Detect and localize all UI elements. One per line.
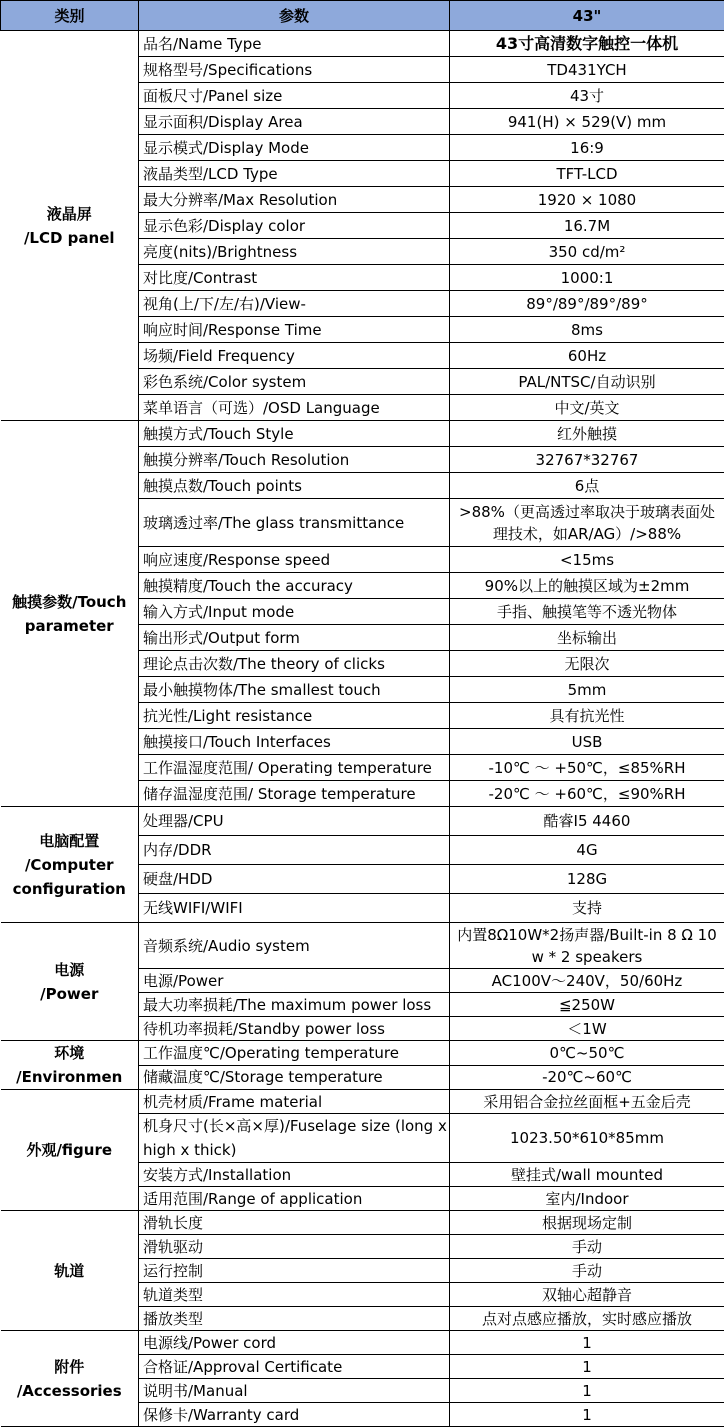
table-row xyxy=(1,421,724,447)
value-cell: 89°/89°/89°/89° xyxy=(450,291,724,317)
parameter-cell: 场频/Field Frequency xyxy=(139,343,450,369)
parameter-cell: 触摸点数/Touch points xyxy=(139,473,450,499)
parameter-cell: 显示色彩/Display color xyxy=(139,213,450,239)
header-parameter: 参数 xyxy=(139,1,450,31)
value-cell: <15ms xyxy=(450,547,724,573)
section-category: 轨道 xyxy=(1,1211,139,1331)
value-cell: 手动 xyxy=(450,1235,724,1259)
value-cell: >88%（更高透过率取决于玻璃表面处理技术，如AR/AG）/>88% xyxy=(450,499,724,547)
parameter-cell: 轨道类型 xyxy=(139,1283,450,1307)
value-cell: 1 xyxy=(450,1379,724,1403)
value-cell: 室内/Indoor xyxy=(450,1187,724,1211)
parameter-cell: 玻璃透过率/The glass transmittance xyxy=(139,499,450,547)
parameter-cell: 彩色系统/Color system xyxy=(139,369,450,395)
value-cell: 支持 xyxy=(450,894,724,923)
parameter-cell: 最大功率损耗/The maximum power loss xyxy=(139,993,450,1017)
value-cell: 6点 xyxy=(450,473,724,499)
value-cell: 壁挂式/wall mounted xyxy=(450,1163,724,1187)
spec-body xyxy=(1,31,724,1427)
section-category: 液晶屏 /LCD panel xyxy=(1,31,139,421)
parameter-cell: 滑轨长度 xyxy=(139,1211,450,1235)
value-cell: 坐标输出 xyxy=(450,625,724,651)
parameter-cell: 输入方式/Input mode xyxy=(139,599,450,625)
parameter-cell: 最大分辨率/Max Resolution xyxy=(139,187,450,213)
value-cell: 60Hz xyxy=(450,343,724,369)
parameter-cell: 运行控制 xyxy=(139,1259,450,1283)
value-cell: 43寸高清数字触控一体机 xyxy=(450,31,724,57)
parameter-cell: 音频系统/Audio system xyxy=(139,923,450,969)
value-cell: 16:9 xyxy=(450,135,724,161)
parameter-cell: 品名/Name Type xyxy=(139,31,450,57)
value-cell: 0℃~50℃ xyxy=(450,1041,724,1066)
table-row xyxy=(1,1331,724,1355)
parameter-cell: 机身尺寸(长×高×厚)/Fuselage size (long x high x thick) xyxy=(139,1114,450,1163)
table-row xyxy=(1,807,724,836)
value-cell: ≦250W xyxy=(450,993,724,1017)
value-cell: 32767*32767 xyxy=(450,447,724,473)
value-cell: ＜1W xyxy=(450,1017,724,1041)
value-cell: 无限次 xyxy=(450,651,724,677)
parameter-cell: 触摸方式/Touch Style xyxy=(139,421,450,447)
header-category: 类别 xyxy=(1,1,139,31)
parameter-cell: 播放类型 xyxy=(139,1307,450,1331)
value-cell: PAL/NTSC/自动识别 xyxy=(450,369,724,395)
section-category: 外观/figure xyxy=(1,1090,139,1211)
value-cell: TD431YCH xyxy=(450,57,724,83)
section-category: 触摸参数/Touch parameter xyxy=(1,421,139,807)
value-cell: 1 xyxy=(450,1331,724,1355)
parameter-cell: 安装方式/Installation xyxy=(139,1163,450,1187)
value-cell: 941(H) × 529(V) mm xyxy=(450,109,724,135)
value-cell: 双轴心超静音 xyxy=(450,1283,724,1307)
value-cell: 350 cd/m² xyxy=(450,239,724,265)
table-row xyxy=(1,1090,724,1114)
value-cell: 5mm xyxy=(450,677,724,703)
value-cell: 采用铝合金拉丝面框+五金后壳 xyxy=(450,1090,724,1114)
value-cell: -10℃ ～ +50℃，≤85%RH xyxy=(450,755,724,781)
value-cell: 红外触摸 xyxy=(450,421,724,447)
value-cell: 具有抗光性 xyxy=(450,703,724,729)
parameter-cell: 触摸接口/Touch Interfaces xyxy=(139,729,450,755)
value-cell: 酷睿I5 4460 xyxy=(450,807,724,836)
parameter-cell: 处理器/CPU xyxy=(139,807,450,836)
parameter-cell: 液晶类型/LCD Type xyxy=(139,161,450,187)
table-row xyxy=(1,1041,724,1066)
table-row xyxy=(1,923,724,969)
parameter-cell: 电源线/Power cord xyxy=(139,1331,450,1355)
parameter-cell: 无线WIFI/WIFI xyxy=(139,894,450,923)
parameter-cell: 显示面积/Display Area xyxy=(139,109,450,135)
value-cell: 1920 × 1080 xyxy=(450,187,724,213)
parameter-cell: 合格证/Approval Certificate xyxy=(139,1355,450,1379)
parameter-cell: 输出形式/Output form xyxy=(139,625,450,651)
parameter-cell: 菜单语言（可选）/OSD Language xyxy=(139,395,450,421)
value-cell: 90%以上的触摸区域为±2mm xyxy=(450,573,724,599)
parameter-cell: 待机功率损耗/Standby power loss xyxy=(139,1017,450,1041)
value-cell: 4G xyxy=(450,836,724,865)
value-cell: 点对点感应播放，实时感应播放 xyxy=(450,1307,724,1331)
parameter-cell: 规格型号/Specifications xyxy=(139,57,450,83)
value-cell: USB xyxy=(450,729,724,755)
value-cell: 内置8Ω10W*2扬声器/Built-in 8 Ω 10 w * 2 speakers xyxy=(450,923,724,969)
section-category: 附件 /Accessories xyxy=(1,1331,139,1427)
value-cell: 1000:1 xyxy=(450,265,724,291)
header-row xyxy=(1,1,724,31)
value-cell: 1023.50*610*85mm xyxy=(450,1114,724,1163)
parameter-cell: 响应速度/Response speed xyxy=(139,547,450,573)
value-cell: -20℃ ～ +60℃，≤90%RH xyxy=(450,781,724,807)
value-cell: -20℃~60℃ xyxy=(450,1065,724,1090)
value-cell: 8ms xyxy=(450,317,724,343)
parameter-cell: 触摸精度/Touch the accuracy xyxy=(139,573,450,599)
parameter-cell: 滑轨驱动 xyxy=(139,1235,450,1259)
parameter-cell: 视角(上/下/左/右)/View- xyxy=(139,291,450,317)
value-cell: 1 xyxy=(450,1403,724,1427)
parameter-cell: 适用范围/Range of application xyxy=(139,1187,450,1211)
parameter-cell: 面板尺寸/Panel size xyxy=(139,83,450,109)
value-cell: 43寸 xyxy=(450,83,724,109)
parameter-cell: 对比度/Contrast xyxy=(139,265,450,291)
value-cell: 128G xyxy=(450,865,724,894)
value-cell: 手动 xyxy=(450,1259,724,1283)
table-row xyxy=(1,31,724,57)
value-cell: AC100V～240V，50/60Hz xyxy=(450,969,724,993)
header-value: 43" xyxy=(450,1,724,31)
value-cell: 手指、触摸笔等不透光物体 xyxy=(450,599,724,625)
parameter-cell: 说明书/Manual xyxy=(139,1379,450,1403)
parameter-cell: 工作温湿度范围/ Operating temperature xyxy=(139,755,450,781)
parameter-cell: 触摸分辨率/Touch Resolution xyxy=(139,447,450,473)
parameter-cell: 工作温度℃/Operating temperature xyxy=(139,1041,450,1066)
parameter-cell: 内存/DDR xyxy=(139,836,450,865)
parameter-cell: 显示模式/Display Mode xyxy=(139,135,450,161)
parameter-cell: 机壳材质/Frame material xyxy=(139,1090,450,1114)
section-category: 电脑配置 /Computer configuration xyxy=(1,807,139,923)
value-cell: 根据现场定制 xyxy=(450,1211,724,1235)
parameter-cell: 亮度(nits)/Brightness xyxy=(139,239,450,265)
parameter-cell: 理论点击次数/The theory of clicks xyxy=(139,651,450,677)
parameter-cell: 保修卡/Warranty card xyxy=(139,1403,450,1427)
value-cell: 16.7M xyxy=(450,213,724,239)
parameter-cell: 电源/Power xyxy=(139,969,450,993)
value-cell: 中文/英文 xyxy=(450,395,724,421)
parameter-cell: 储存温湿度范围/ Storage temperature xyxy=(139,781,450,807)
parameter-cell: 最小触摸物体/The smallest touch xyxy=(139,677,450,703)
section-category: 环境 /Environmen xyxy=(1,1041,139,1090)
value-cell: TFT-LCD xyxy=(450,161,724,187)
value-cell: 1 xyxy=(450,1355,724,1379)
parameter-cell: 储藏温度℃/Storage temperature xyxy=(139,1065,450,1090)
table-row xyxy=(1,1211,724,1235)
section-category: 电源 /Power xyxy=(1,923,139,1041)
parameter-cell: 抗光性/Light resistance xyxy=(139,703,450,729)
parameter-cell: 硬盘/HDD xyxy=(139,865,450,894)
parameter-cell: 响应时间/Response Time xyxy=(139,317,450,343)
